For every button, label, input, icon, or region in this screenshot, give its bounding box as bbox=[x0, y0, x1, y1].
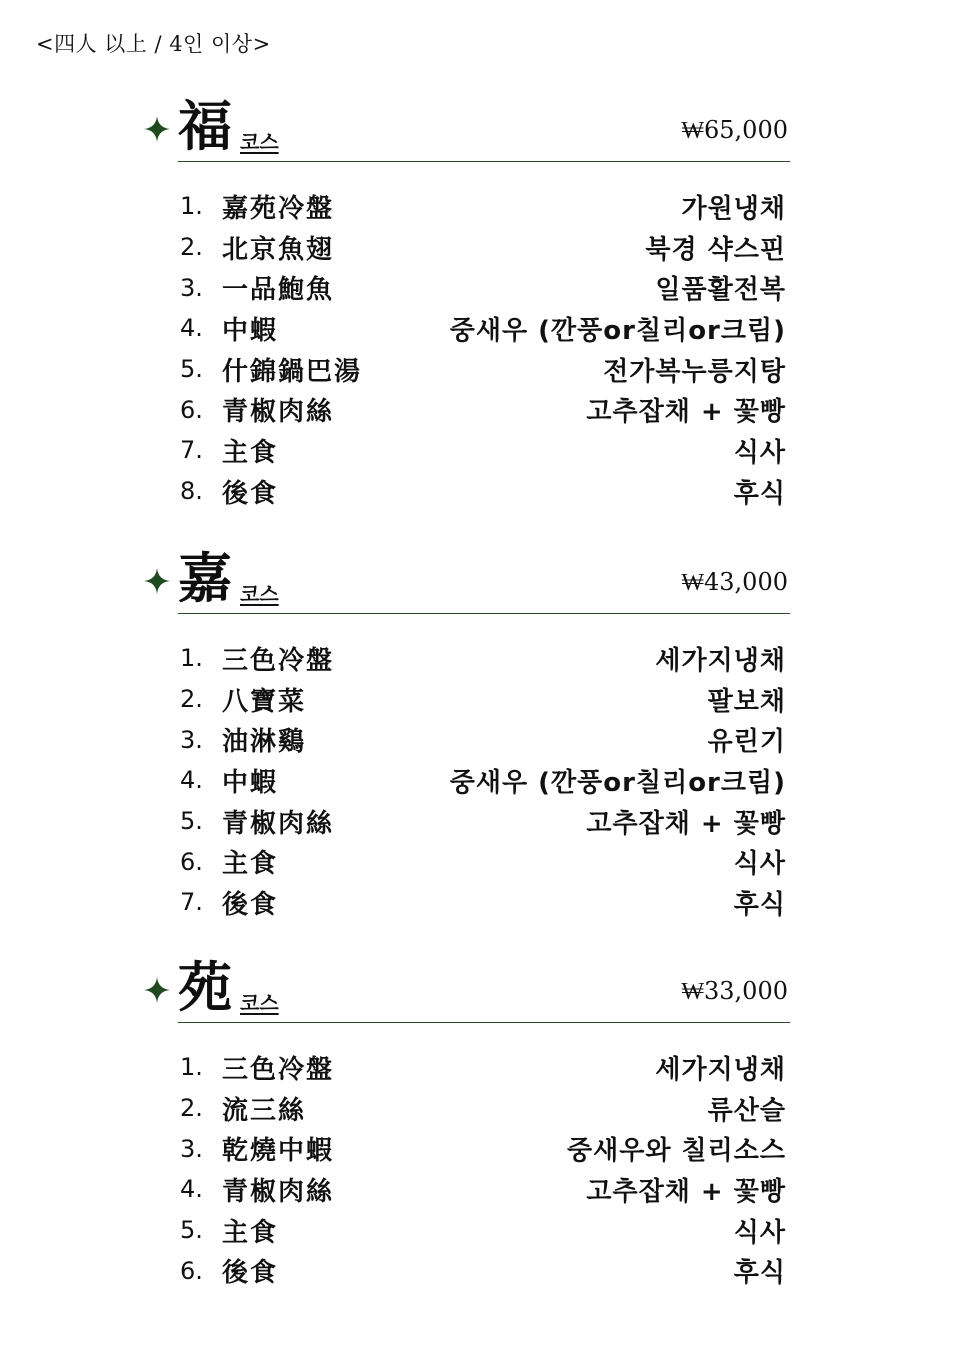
divider bbox=[178, 613, 790, 614]
item-number: 1. bbox=[180, 192, 203, 221]
item-korean: 고추잡채 + 꽃빵 bbox=[586, 397, 786, 428]
item-hanja: 北京魚翅 bbox=[222, 234, 335, 265]
item-hanja: 青椒肉絲 bbox=[222, 808, 335, 839]
item-korean: 북경 샥스핀 bbox=[645, 234, 786, 265]
item-korean: 세가지냉채 bbox=[655, 645, 786, 676]
course-suffix: 코스 bbox=[240, 582, 279, 606]
item-hanja: 三色冷盤 bbox=[222, 1054, 335, 1085]
item-hanja: 主食 bbox=[222, 437, 279, 468]
item-hanja: 流三絲 bbox=[222, 1095, 307, 1126]
item-hanja: 嘉苑冷盤 bbox=[222, 193, 335, 224]
menu-item bbox=[180, 471, 786, 512]
item-number: 1. bbox=[180, 644, 203, 673]
item-korean: 후식 bbox=[733, 1258, 786, 1289]
item-korean: 일품활전복 bbox=[655, 275, 786, 306]
item-korean: 식사 bbox=[733, 437, 786, 468]
course-price: ₩33,000 bbox=[681, 977, 788, 1005]
divider bbox=[178, 161, 790, 162]
course-suffix: 코스 bbox=[240, 991, 279, 1015]
item-number: 4. bbox=[180, 766, 203, 795]
item-hanja: 後食 bbox=[222, 889, 279, 920]
menu-item bbox=[180, 841, 786, 882]
item-number: 3. bbox=[180, 1134, 203, 1163]
menu-item bbox=[180, 1169, 786, 1210]
item-number: 6. bbox=[180, 395, 203, 424]
item-hanja: 油淋鷄 bbox=[222, 727, 307, 758]
item-hanja: 後食 bbox=[222, 478, 279, 509]
item-korean: 유린기 bbox=[707, 727, 786, 758]
item-korean: 고추잡채 + 꽃빵 bbox=[586, 1176, 786, 1207]
menu-item bbox=[180, 349, 786, 390]
course-name: 嘉 bbox=[178, 546, 232, 610]
menu-item bbox=[180, 1250, 786, 1291]
item-number: 5. bbox=[180, 807, 203, 836]
menu-item bbox=[180, 1210, 786, 1251]
item-number: 4. bbox=[180, 314, 203, 343]
item-number: 3. bbox=[180, 725, 203, 754]
item-korean: 고추잡채 + 꽃빵 bbox=[586, 808, 786, 839]
item-hanja: 一品鮑魚 bbox=[222, 275, 335, 306]
item-korean: 팔보채 bbox=[707, 686, 786, 717]
item-hanja: 主食 bbox=[222, 849, 279, 880]
sparkle-icon bbox=[140, 973, 174, 1007]
item-korean: 류산슬 bbox=[707, 1095, 786, 1126]
item-hanja: 青椒肉絲 bbox=[222, 1176, 335, 1207]
item-korean: 중새우와 칠리소스 bbox=[567, 1136, 786, 1167]
item-number: 6. bbox=[180, 847, 203, 876]
item-korean: 후식 bbox=[733, 889, 786, 920]
course-suffix: 코스 bbox=[240, 130, 279, 154]
menu-list bbox=[180, 638, 786, 923]
item-hanja: 三色冷盤 bbox=[222, 645, 335, 676]
sparkle-icon bbox=[140, 112, 174, 146]
sparkle-icon bbox=[140, 564, 174, 598]
item-number: 2. bbox=[180, 1094, 203, 1123]
item-korean: 중새우 (깐풍or칠리or크림) bbox=[449, 767, 786, 798]
item-hanja: 中蝦 bbox=[222, 315, 279, 346]
menu-item bbox=[180, 227, 786, 268]
course-price: ₩43,000 bbox=[681, 568, 788, 596]
menu-item bbox=[180, 1088, 786, 1129]
menu-item bbox=[180, 638, 786, 679]
item-korean: 식사 bbox=[733, 849, 786, 880]
course-name: 苑 bbox=[178, 955, 232, 1019]
item-number: 2. bbox=[180, 685, 203, 714]
menu-list bbox=[180, 1047, 786, 1291]
item-number: 5. bbox=[180, 1216, 203, 1245]
item-korean: 식사 bbox=[733, 1217, 786, 1248]
menu-item bbox=[180, 760, 786, 801]
item-number: 2. bbox=[180, 233, 203, 262]
menu-list bbox=[180, 186, 786, 512]
menu-item bbox=[180, 186, 786, 227]
course-price: ₩65,000 bbox=[681, 116, 788, 144]
course-header bbox=[140, 96, 790, 168]
menu-item bbox=[180, 267, 786, 308]
header-note: <四人 以上 / 4인 이상> bbox=[36, 32, 271, 56]
item-korean: 후식 bbox=[733, 478, 786, 509]
item-number: 7. bbox=[180, 888, 203, 917]
item-number: 3. bbox=[180, 273, 203, 302]
item-number: 6. bbox=[180, 1256, 203, 1285]
menu-item bbox=[180, 679, 786, 720]
item-number: 8. bbox=[180, 477, 203, 506]
item-hanja: 青椒肉絲 bbox=[222, 397, 335, 428]
menu-item bbox=[180, 801, 786, 842]
item-korean: 가원냉채 bbox=[681, 193, 786, 224]
item-number: 4. bbox=[180, 1175, 203, 1204]
menu-item bbox=[180, 719, 786, 760]
divider bbox=[178, 1022, 790, 1023]
item-number: 5. bbox=[180, 355, 203, 384]
menu-item bbox=[180, 882, 786, 923]
item-number: 1. bbox=[180, 1053, 203, 1082]
item-korean: 중새우 (깐풍or칠리or크림) bbox=[449, 315, 786, 346]
menu-item bbox=[180, 1047, 786, 1088]
item-hanja: 乾燒中蝦 bbox=[222, 1136, 335, 1167]
menu-item bbox=[180, 389, 786, 430]
item-hanja: 八寶菜 bbox=[222, 686, 307, 717]
menu-item bbox=[180, 430, 786, 471]
item-hanja: 後食 bbox=[222, 1258, 279, 1289]
course-header bbox=[140, 548, 790, 620]
menu-item bbox=[180, 1128, 786, 1169]
item-number: 7. bbox=[180, 436, 203, 465]
item-hanja: 什錦鍋巴湯 bbox=[222, 356, 363, 387]
item-hanja: 中蝦 bbox=[222, 767, 279, 798]
item-korean: 전가복누릉지탕 bbox=[603, 356, 786, 387]
item-hanja: 主食 bbox=[222, 1217, 279, 1248]
item-korean: 세가지냉채 bbox=[655, 1054, 786, 1085]
course-name: 福 bbox=[178, 94, 232, 158]
menu-item bbox=[180, 308, 786, 349]
course-header bbox=[140, 957, 790, 1029]
